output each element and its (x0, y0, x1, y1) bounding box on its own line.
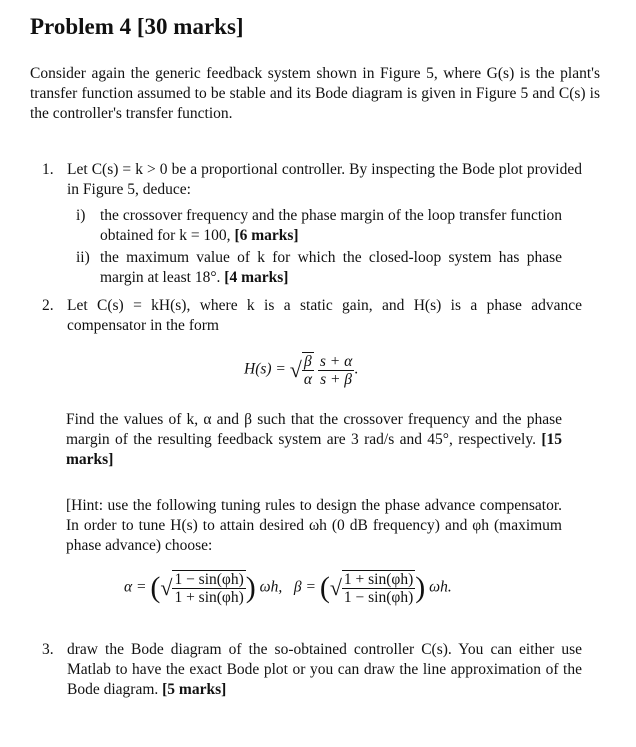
sqrt-symbol: √ (160, 575, 173, 600)
beta-lhs: β = (293, 578, 316, 596)
equation-lhs: H(s) = (244, 360, 286, 378)
item-number: 3. (42, 641, 54, 658)
subitem-marks: [4 marks] (224, 269, 289, 286)
sqrt-fraction (302, 352, 314, 388)
question-item-2 (42, 296, 582, 336)
rational-fraction (318, 353, 354, 388)
sqrt-denominator: α (303, 371, 312, 388)
question-marks: [15 marks] (66, 431, 562, 468)
open-paren: ( (319, 571, 330, 604)
tuning-rules-equation (124, 570, 452, 606)
subitem-text: the crossover frequency and the phase margin of the loop transfer function obtained for k = 100, (100, 207, 562, 244)
compensator-equation (244, 352, 358, 388)
open-paren: ( (150, 571, 161, 604)
question-text: Find the values of k, α and β such that the crossover frequency and the phase margin of the resulting feedback system are 3 rad/s and 45°, respectively. (66, 411, 562, 448)
alpha-lhs: α = (124, 578, 147, 596)
hint-text: [Hint: use the following tuning rules to design the phase advance compensator. In order to tune H(s) to attain desired ωh (0 dB frequency) and φh (maximum phase advance) choose: (66, 497, 562, 554)
subitem-text: the maximum value of k for which the closed-loop system has phase margin at least 18°. (100, 249, 562, 286)
close-paren: ) (415, 571, 426, 604)
item-number: 2. (42, 297, 54, 314)
fraction-denominator: s + β (320, 370, 353, 388)
close-paren: ) (245, 571, 256, 604)
equation-end: . (354, 360, 359, 378)
subitem-ii (76, 248, 562, 288)
alpha-tail: ωh, (259, 578, 283, 596)
sqrt-symbol: √ (329, 575, 342, 600)
alpha-denominator: 1 + sin(φh) (174, 589, 244, 606)
alpha-numerator: 1 − sin(φh) (174, 571, 244, 588)
beta-numerator: 1 + sin(φh) (343, 571, 414, 588)
question-item-3 (42, 640, 582, 700)
item-number: 1. (42, 161, 54, 178)
sqrt-numerator: β (302, 353, 314, 371)
question-item-1 (42, 160, 582, 200)
subitem-marks: [6 marks] (234, 227, 299, 244)
item-text: Let C(s) = k > 0 be a proportional controller. By inspecting the Bode plot provided in Figure 5, deduce: (67, 161, 582, 198)
fraction-numerator: s + α (319, 352, 353, 370)
beta-tail: ωh. (429, 578, 452, 596)
subitem-i (76, 206, 562, 246)
subitem-number: ii) (76, 249, 90, 266)
beta-denominator: 1 − sin(φh) (343, 589, 414, 606)
beta-fraction (342, 570, 415, 606)
alpha-fraction (172, 570, 245, 606)
item-text: draw the Bode diagram of the so-obtained controller C(s). You can either use Matlab to have the exact Bode plot or you can draw the line approximation of the Bode diagram. (67, 641, 582, 698)
item-text: Let C(s) = kH(s), where k is a static gain, and H(s) is a phase advance compensator in the form (67, 297, 582, 334)
problem-title: Problem 4 [30 marks] (30, 14, 244, 39)
intro-paragraph: Consider again the generic feedback system shown in Figure 5, where G(s) is the plant's transfer function assumed to be stable and its Bode diagram is given in Figure 5 and C(s) is the controller's transfer function. (30, 65, 600, 122)
item-marks: [5 marks] (162, 681, 227, 698)
sqrt-symbol: √ (289, 357, 302, 382)
subitem-number: i) (76, 207, 86, 224)
question-2-text (66, 410, 562, 470)
